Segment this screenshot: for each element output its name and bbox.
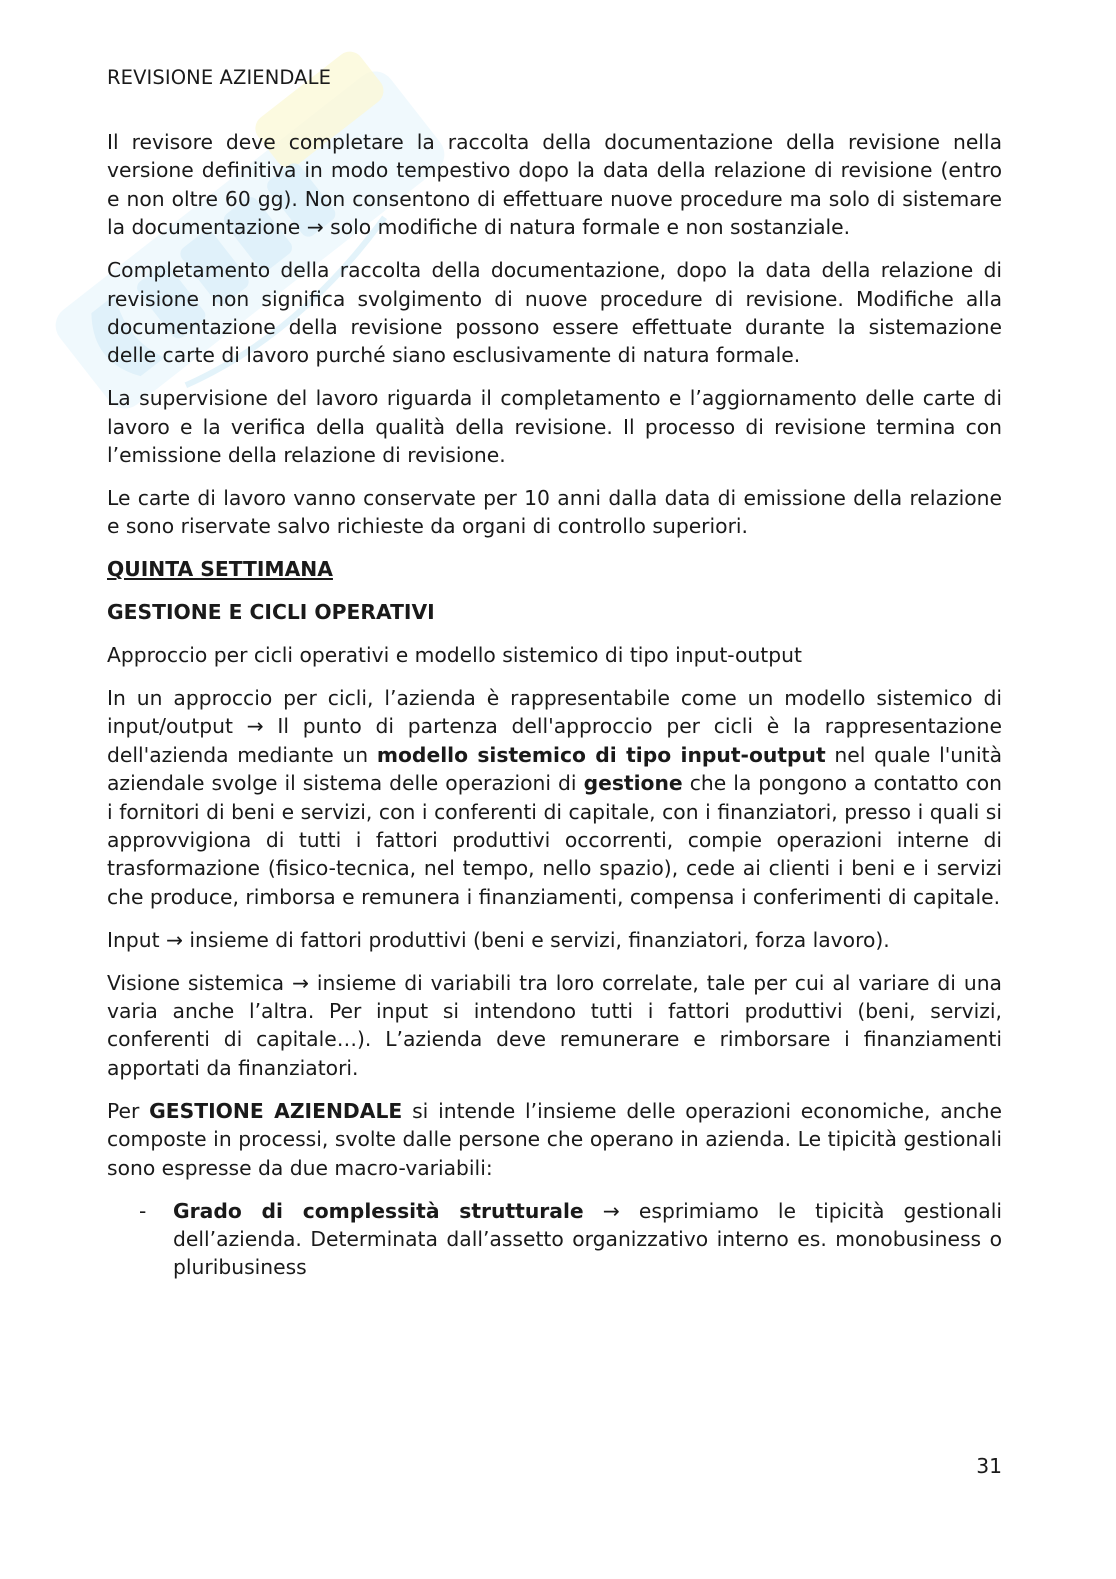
list-item (107, 1197, 1002, 1282)
bold-term: gestione (583, 771, 683, 796)
section-title: QUINTA SETTIMANA (107, 557, 333, 582)
text-run: nel quale l'unità aziendale svolge il sistema delle operazioni di (107, 742, 1002, 796)
document-body (107, 128, 1002, 1296)
paragraph: Input → insieme di fattori produttivi (beni e servizi, finanziatori, forza lavoro). (107, 927, 890, 952)
paragraph (107, 684, 1002, 911)
bullet-dash: - (139, 1198, 147, 1223)
bold-term: Grado di complessità strutturale (173, 1198, 584, 1223)
text-run: → esprimiamo le tipicità gestionali dell’azienda. Determinata dall’assetto organizzativo interno es. monobusiness o pluribusiness (173, 1198, 1002, 1280)
paragraph (107, 1097, 1002, 1182)
text-run: Per (107, 1098, 150, 1123)
paragraph: Approccio per cicli operativi e modello sistemico di tipo input-output (107, 643, 802, 668)
text-run: In un approccio per cicli, l’azienda è rappresentabile come un modello sistemico di input/output → Il punto di partenza dell'approccio per cicli è la rappresentazione dell'azienda mediante un (107, 686, 1002, 767)
text-run: che la pongono a contatto con i fornitori di beni e servizi, con i conferenti di capitale, con i finanziatori, presso i quali si approvvigiona di tutti i fattori produttivi occorrenti, compie operazioni interne di trasformazione (fisico-tecnica, nel tempo, nello spazio), cede ai clienti i beni e i servizi che produce, rimborsa e remunera i finanziamenti, compensa i conferimenti di capitale. (107, 771, 1003, 909)
page-number: 31 (976, 1454, 1002, 1478)
text-run: si intende l’insieme delle operazioni economiche, anche composte in processi, svolte dalle persone che operano in azienda. Le tipicità gestionali sono espresse da due macro-variabili: (107, 1098, 1003, 1180)
bold-term: modello sistemico di tipo input-output (376, 742, 826, 767)
paragraph: Visione sistemica → insieme di variabili tra loro correlate, tale per cui al variare di una varia anche l’altra. Per input si intendono tutti i fattori produttivi (beni, servizi, conferenti di capitale…). L’azienda deve remunerare e rimborsare i finanziamenti apportati da finanziatori. (107, 970, 1002, 1080)
paragraph: La supervisione del lavoro riguarda il completamento e l’aggiornamento delle carte di lavoro e la verifica della qualità della revisione. Il processo di revisione termina con l’emissione della relazione di revisione. (107, 386, 1002, 468)
bold-term: GESTIONE AZIENDALE (149, 1098, 403, 1123)
page-header: REVISIONE AZIENDALE (107, 66, 331, 89)
subsection-title: GESTIONE E CICLI OPERATIVI (107, 600, 435, 625)
paragraph: Il revisore deve completare la raccolta della documentazione della revisione nella versione definitiva in modo tempestivo dopo la data della relazione di revisione (entro e non oltre 60 gg). Non consentono di effettuare nuove procedure ma solo di sistemare la documentazione → solo modifiche di natura formale e non sostanziale. (107, 130, 1002, 240)
paragraph: Le carte di lavoro vanno conservate per 10 anni dalla data di emissione della relazione e sono riservate salvo richieste da organi di controllo superiori. (107, 485, 1002, 539)
paragraph: Completamento della raccolta della documentazione, dopo la data della relazione di revisione non significa svolgimento di nuove procedure di revisione. Modifiche alla documentazione della revisione possono essere effettuate durante la sistemazione delle carte di lavoro purché siano esclusivamente di natura formale. (107, 258, 1002, 368)
